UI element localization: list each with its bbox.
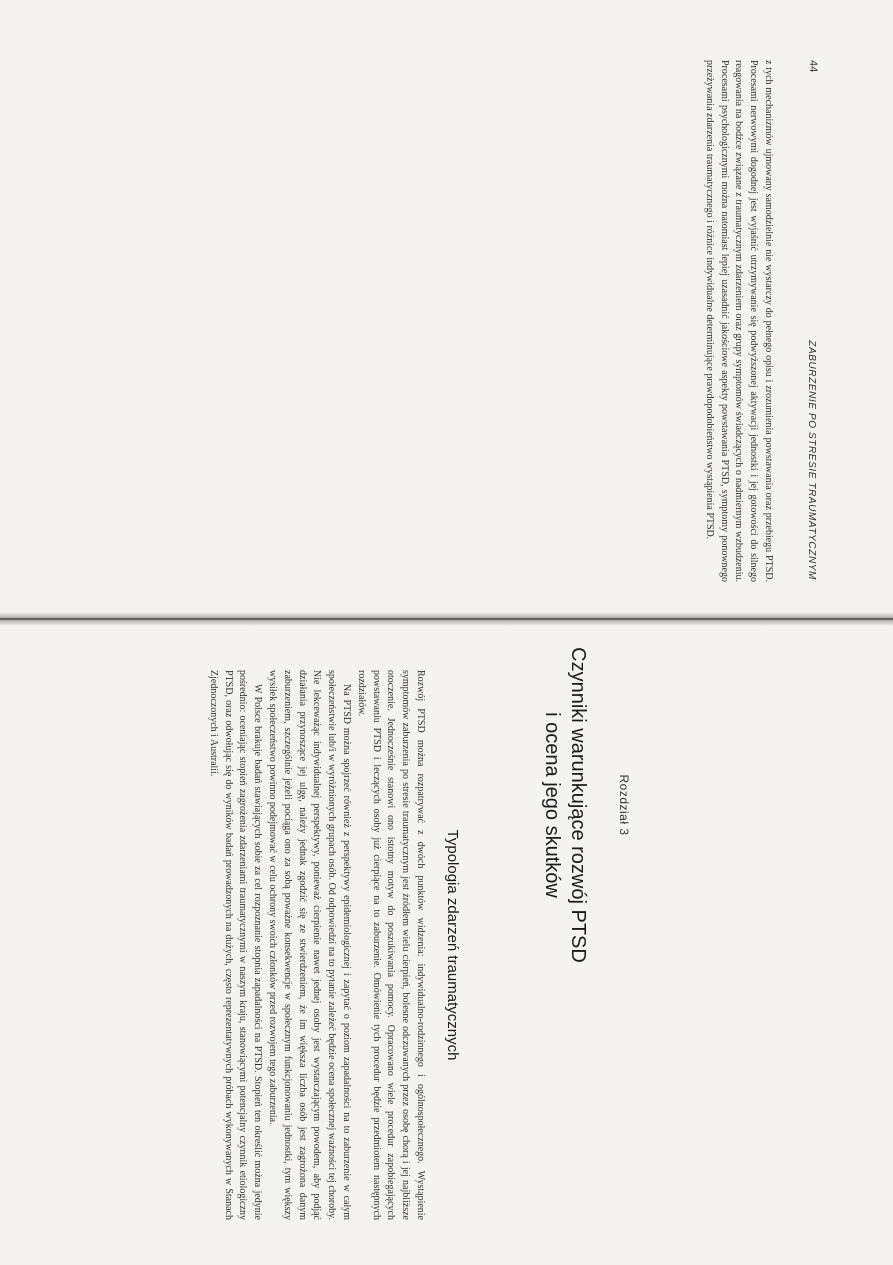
left-page-paragraph: z tych mechanizmów ujmowany samodzielnie nie wystarczy do pełnego opisu i zrozumienia powstawania oraz przebiegu PTSD. Procesami nerwowymi dogodnej jest wyjaśnić utrzymywanie się podwyższonej aktywacji jednostki i jej gotowości do silnego reagowania na bodźce związane z traumatycznym zdarzeniem oraz grupy symptomów świadczących o nadmiernym wzbudzeniu. Procesami psychologicznymi można natomiast lepiej uzasadnić jakościowe aspekty powstawania PTSD, symptomy ponownego przeżywania zdarzenia traumatycznego i różnice indywidualne determinujące prawdopodobieństwo wystąpienia PTSD. <box>703 60 774 582</box>
left-page <box>0 0 893 620</box>
book-gutter <box>0 612 893 626</box>
right-page <box>0 625 893 1263</box>
paragraph: W Polsce brakuje badań stawiających sobie za cel rozpoznanie stopnia zapadalności na PTSD. Stopień ten określić można jedynie pośrednio: oceniając stopień zagrożenia zdarzeniami traumatycznymi w naszym kraju, stanowiącymi potencjalny czynnik etiologiczny PTSD, oraz odwołując się do wyników badań prowadzonych na dużych, często reprezentatywnych próbach wykonywanych w Stanach Zjednoczonych i Australii. <box>207 670 264 1220</box>
chapter-title-line-1: Czynniki warunkujące rozwój PTSD <box>567 647 589 963</box>
page-number: 44 <box>807 60 819 73</box>
right-page-body <box>205 670 427 1220</box>
paragraph: Rozwój PTSD można rozpatrywać z dwóch punktów widzenia: indywidualno-rodzinnego i ogólnospołecznego. Wystąpienie symptomów zaburzenia po stresie traumatycznym jest źródłem wielu cierpień, bolesne odczuwanych przez osobę chorą i jej najbliższe otoczenie. Jednocześnie stanowi ono istotny motyw do poszukiwania pomocy. Opracowano wiele procedur zapobiegających powstawaniu PTSD i leczących osoby już cierpiące na to zaburzenie. Omówienie tych procedur będzie przedmiotem następnych rozdziałów. <box>355 670 426 1220</box>
paragraph: Na PTSD można spojrzeć również z perspektywy epidemiologicznej i zapytać o poziom zapadalności na to zaburzenie w całym społeczeństwie lub/i w wyróżnionych grupach osób. Od odpowiedzi na to pytanie zależeć będzie ocena społecznej ważności tej choroby. Nie lekceważąc indywidualnej perspektywy, ponieważ cierpienie nawet jednej osoby jest wystarczającym powodem, aby podjąć działania przynoszące jej ulgę, należy jednak zgodzić się ze stwierdzeniem, że im większa liczba osób jest zagrożona danym zaburzeniem, szczególnie jeżeli pociąga ono za sobą poważne konsekwencje w społecznym funkcjonowaniu jednostki, tym większy wysiłek społeczeństwo powinno podejmować w celu ochrony swoich członków przed rozwojem tego zaburzenia. <box>267 670 353 1220</box>
running-head: ZABURZENIE PO STRESIE TRAUMATYCZNYM <box>806 340 817 580</box>
chapter-title <box>539 625 591 985</box>
chapter-title-line-2: i ocena jego skutków <box>541 712 563 898</box>
chapter-label: Rozdział 3 <box>617 774 631 836</box>
section-title: Typologia zdarzeń traumatycznych <box>444 829 461 1061</box>
